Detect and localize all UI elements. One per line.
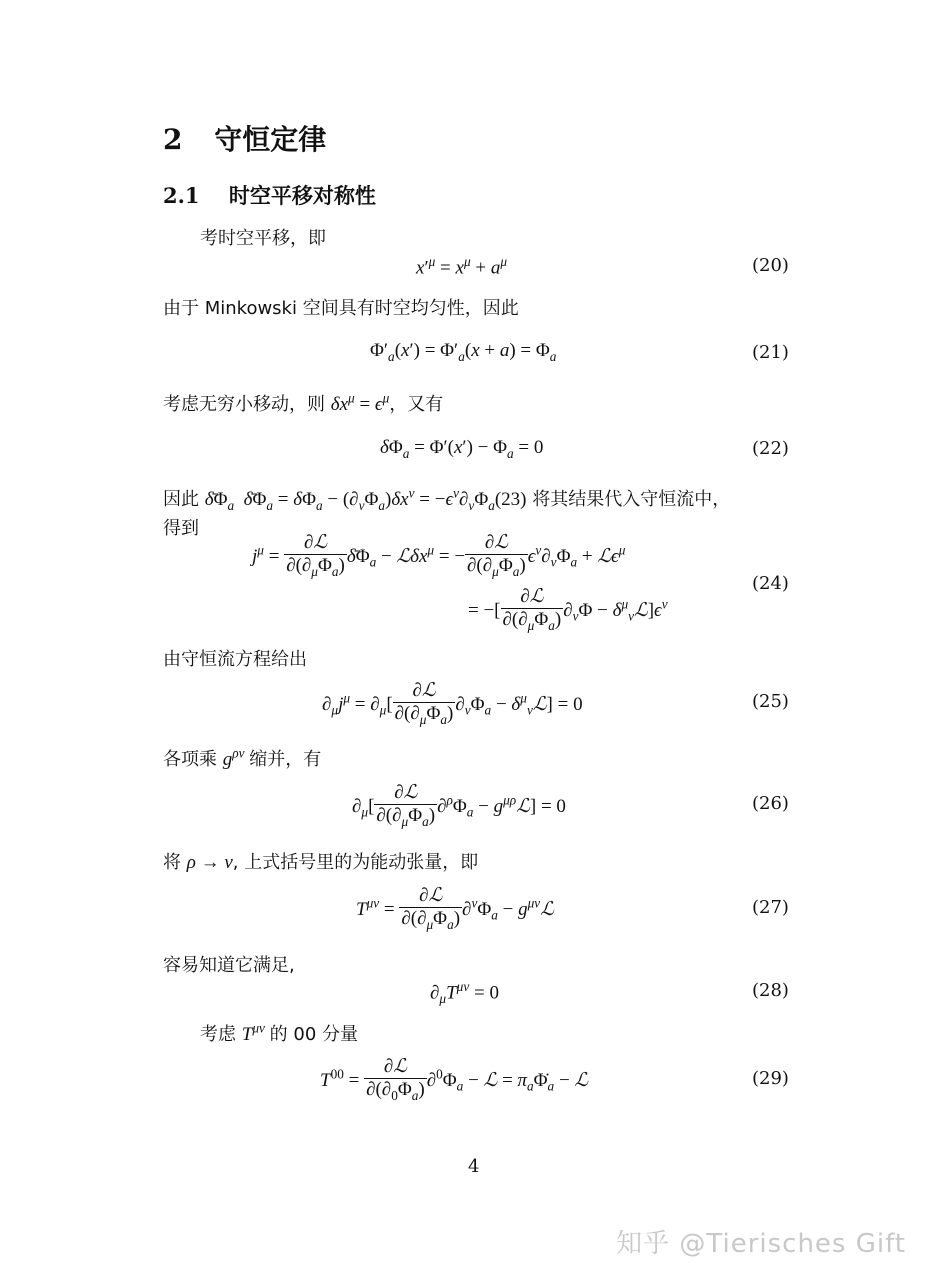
equation-number-29: (29) — [752, 1068, 789, 1089]
subsection-title: 时空平移对称性 — [228, 184, 376, 208]
inline-math-rho-to-nu: ρ → ν — [186, 852, 233, 873]
subsection-number: 2.1 — [163, 183, 200, 208]
paragraph-7-text-b: , 上式括号里的为能动张量，即 — [232, 852, 479, 873]
paragraph-4-text-a: 因此 — [163, 489, 199, 510]
paragraph-8: 容易知道它满足, — [163, 955, 295, 976]
equation-number-22: (22) — [752, 438, 789, 459]
paragraph-3-text-a: 考虑无穷小移动，则 — [163, 394, 325, 415]
subsection-heading — [163, 180, 376, 210]
watermark: 知乎 @Tierisches Gift — [616, 1229, 906, 1259]
equation-22: $\delta\Phi_a = \Phi'(x') - \Phi_a = 0$ — [380, 437, 544, 461]
equation-number-25: (25) — [752, 691, 789, 712]
equation-number-24: (24) — [752, 573, 789, 594]
equation-25: $\partial_\mu j^\mu = \partial_\mu$[ $\frac{\text{∂ℒ}}{\partial(\partial_\mu\Phi_a)}$ $\partial_\nu\Phi_a$ − $\delta^\mu_\nu ℒ] = 0$ — [322, 680, 583, 731]
paragraph-5: 由守恒流方程给出 — [163, 649, 307, 670]
paragraph-4-line-2: 得到 — [163, 518, 199, 539]
equation-29: $T^{00}$ = $\frac{\text{∂ℒ}}{\partial(\partial_0\Phi_a)}$ $\partial^0\Phi_a$ − ℒ = $\pi_a\Phi̇_a$ − ℒ — [320, 1056, 588, 1107]
section-title: 守恒定律 — [214, 123, 327, 156]
section-heading — [163, 118, 326, 158]
equation-21: $\Phi'_a(x') = \Phi'_a(x + a) = \Phi_a$ — [370, 340, 557, 364]
inline-math-delta-x: $\delta x^\mu = \epsilon^\mu$ — [330, 390, 390, 415]
inline-math-delta-bar: $\deltā\Phi_a$ $\deltā\Phi_a = \delta\Phi_a - (\partial_\nu\Phi_a)\delta x^\nu = -\epsilon^\nu\partial_\nu\Phi_a$ — [204, 485, 495, 513]
equation-number-28: (28) — [752, 980, 789, 1001]
fraction: $\frac{\text{∂ℒ}}{\partial(\partial_\mu\Phi_a)}$ — [286, 532, 345, 579]
paragraph-6 — [163, 745, 321, 771]
section-number: 2 — [163, 123, 183, 156]
fraction: $\frac{\text{∂ℒ}}{\partial(\partial_\mu\Phi_a)}$ — [502, 586, 562, 633]
fraction: $\frac{\text{∂ℒ}}{\partial(\partial_\mu\Phi_a)}$ — [467, 532, 526, 579]
paragraph-4 — [163, 485, 730, 514]
paragraph-2: 由于 Minkowski 空间具有时空均匀性，因此 — [163, 298, 519, 319]
paragraph-3-text-b: ，又有 — [389, 394, 444, 415]
paragraph-9-text-a: 考虑 — [200, 1024, 236, 1045]
fraction: $\frac{\text{∂ℒ}}{\partial(\partial_\mu\Phi_a)}$ — [376, 782, 436, 829]
fraction: $\frac{\text{∂ℒ}}{\partial(\partial_\mu\Phi_a)}$ — [401, 885, 461, 932]
paragraph-6-text-a: 各项乘 — [163, 749, 217, 770]
paragraph-3 — [163, 390, 443, 416]
equation-28: $\partial_\mu T^{\mu\nu} = 0$ — [430, 979, 499, 1007]
fraction: $\frac{\text{∂ℒ}}{\partial(\partial_0\Phi_a)}$ — [366, 1056, 425, 1103]
equation-number-23: (23) — [494, 489, 527, 510]
paragraph-1: 考时空平移，即 — [200, 228, 326, 249]
paragraph-7-text-a: 将 — [163, 852, 181, 873]
page-number: 4 — [468, 1156, 480, 1177]
equation-number-21: (21) — [752, 342, 789, 363]
paragraph-9-text-b: 的 00 分量 — [269, 1024, 358, 1045]
equation-number-26: (26) — [752, 793, 789, 814]
inline-math-metric: $g^{\rho\nu}$ — [222, 745, 245, 770]
equation-27: $T^{\mu\nu}$ = $\frac{\text{∂ℒ}}{\partial(\partial_\mu\Phi_a)}$ $\partial^\nu\Phi_a$ − $g^{\mu\nu}ℒ$ — [356, 885, 554, 936]
fraction: $\frac{\text{∂ℒ}}{\partial(\partial_\mu\Phi_a)}$ — [394, 680, 454, 727]
paragraph-7 — [163, 848, 478, 874]
equation-26: $\partial_\mu$[ $\frac{\text{∂ℒ}}{\partial(\partial_\mu\Phi_a)}$ $\partial^\rho\Phi_a$ − $g^{\mu\rho}ℒ] = 0$ — [352, 782, 566, 833]
equation-20: $x'^\mu = x^\mu + a^\mu$ — [416, 254, 508, 279]
equation-number-27: (27) — [752, 897, 789, 918]
paragraph-4-text-b: 将其结果代入守恒流中， — [532, 489, 731, 510]
paragraph-9 — [200, 1020, 358, 1046]
paragraph-6-text-b: 缩并，有 — [249, 749, 322, 770]
equation-number-20: (20) — [752, 255, 789, 276]
equation-24-line-2: = −[ $\frac{\text{∂ℒ}}{\partial(\partial_\mu\Phi_a)}$ $\partial_\nu\Phi$ − $\delta^\mu_\nu ℒ]\epsilon^\nu$ — [468, 586, 668, 637]
equation-24-line-1: $j^\mu$ = $\frac{\text{∂ℒ}}{\partial(\partial_\mu\Phi_a)}$ $\deltā\Phi_a$ − ℒδx$^\mu$ = − $\frac{\text{∂ℒ}}{\partial(\partial_\mu\Phi_a)}$ $\epsilon^\nu\partial_\nu\Phi_a$ + ℒϵ$^\mu$ — [252, 532, 625, 583]
inline-math-tensor: $T^{\mu\nu}$ — [241, 1020, 265, 1045]
